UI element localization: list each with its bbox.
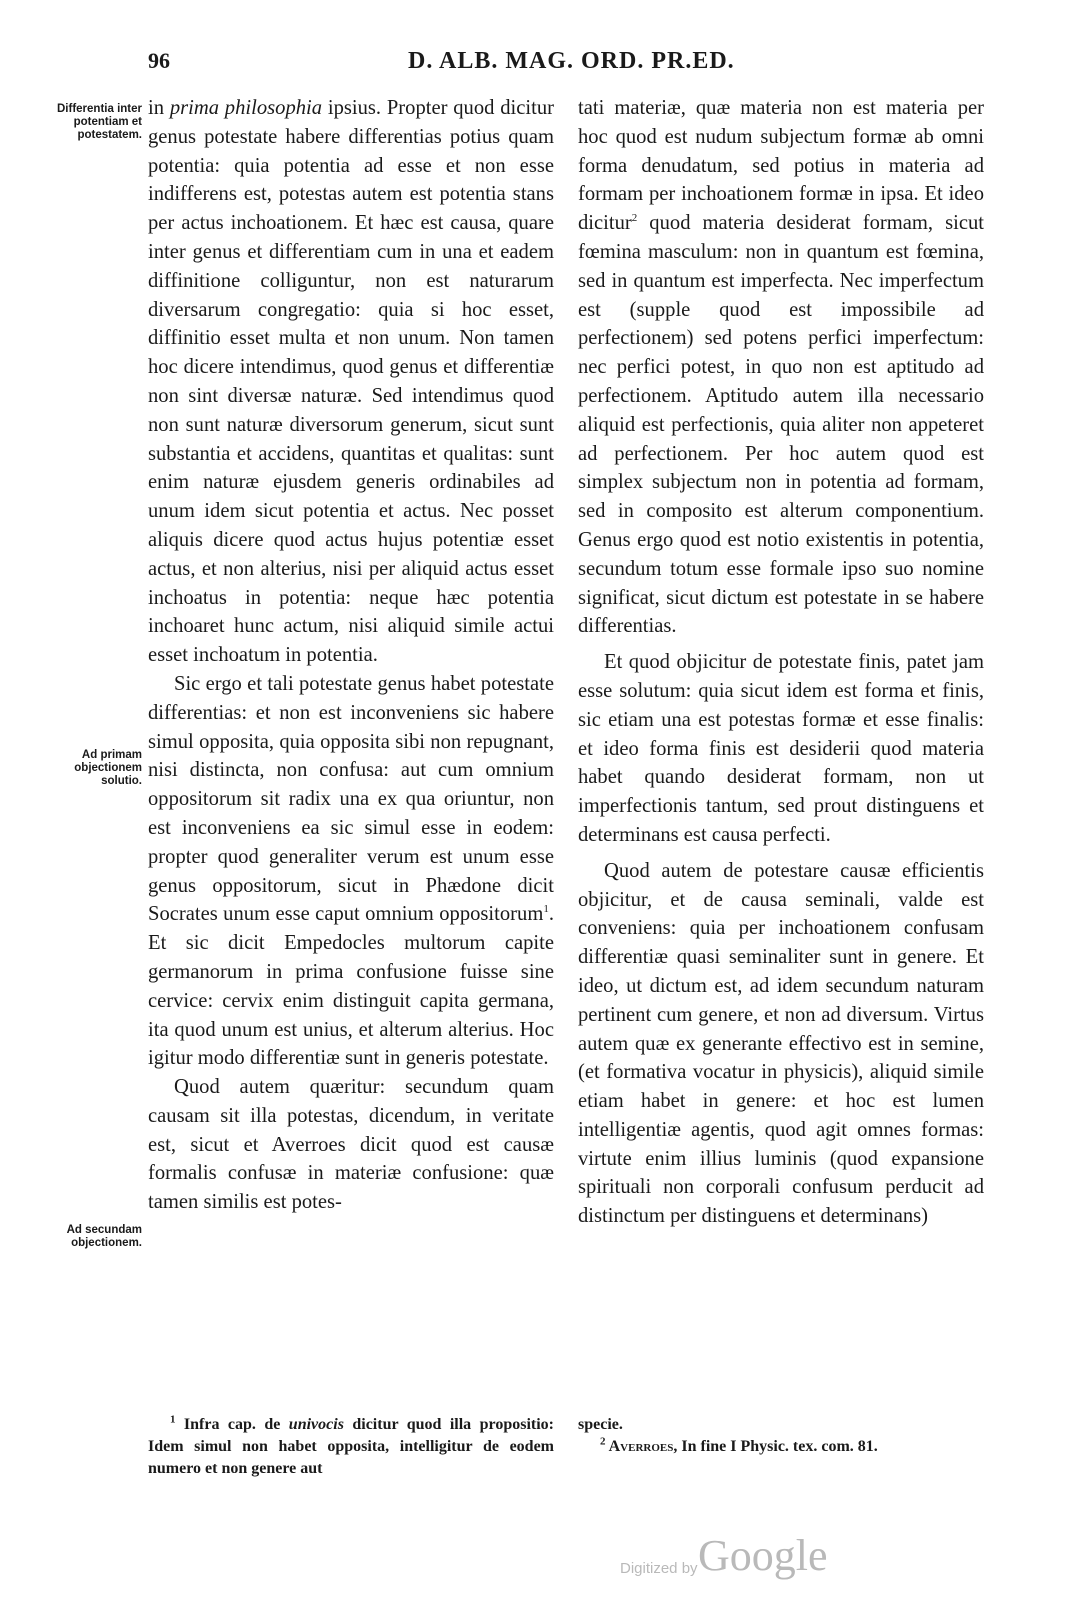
- right-column: [578, 94, 984, 1231]
- footnote-continuation: specie.: [578, 1416, 623, 1433]
- footnote-2: $^2$ Averroes, In fine I Physic. tex. com. 81.: [600, 1435, 878, 1455]
- footnote-left: [148, 1414, 554, 1480]
- footnote-1: $^1$ Infra cap. de univocis dicitur quod illa propositio: Idem simul non habet opposita, intelligitur de eodem numero et non genere aut: [148, 1413, 554, 1477]
- left-paragraph-1: in prima philosophia ipsius. Propter quod dicitur genus potestate habere differentias potius quam potentia: quia potentia ad esse et non esse indifferens est, potestas autem est potentia stans per actus inchoationem. Et hæc est causa, quare inter genus et differentiam cum in una et eadem diffinitione colliguntur, non est naturarum diversarum congregatio: quia si hoc esset, diffinitio esset multa et non unum. Non tamen hoc dicere intendimus, quod genus et differentiæ non sint diversæ naturæ. Sed intendimus quod non sunt naturæ diversorum generum, sicut sunt substantia et accidens, quantitas et qualitas: sunt enim naturæ ejusdem generis ordinabiles ad unum idem sicut potentia et actus. Nec posset aliquis dicere quod actus hujus potentiæ esset actus, et non alterius, nisi per aliquid actus esset inchoatus in potentia: neque hæc potentia inchoaret hunc actum, nisi aliquid simile actui esset inchoatum in potentia.: [148, 97, 554, 667]
- right-paragraph-3: Quod autem de potestare causæ efficientis objicitur, et de causa seminali, valde est conveniens: quia per inchoationem confusam differentiæ quasi seminaliter sunt in genere. Et ideo, ut dictum est, ad idem secundum naturam pertinent cum genere, et non ad diversum. Virtus autem quæ ex generante effectivo est in semine, (et formativa vocatur in physicis), aliquid simile etiam habet in genere: et hoc est lumen intelligentiæ agentis, quod agit omnes formas: virtute enim illius luminis (quod expansione spirituali non corporali confusum perducit ad distinctum per distinguens et determinans): [578, 859, 984, 1228]
- italic-title: prima philosophia: [169, 97, 323, 119]
- left-column: [148, 94, 554, 1217]
- margin-note-secundam-objectionem: Ad secundam objectionem.: [66, 1224, 142, 1249]
- margin-note-differentia: Differentia inter potentiam et potestatem.: [57, 103, 142, 141]
- footnote-ref-1: 1: [543, 903, 549, 916]
- right-paragraph-1: tati materiæ, quæ materia non est materia per hoc quod est nudum subjectum formæ ab omni forma denudatum, sed potius in materia ad formam per inchoationem formæ in ipsa. Et ideo dicitur$^2$ quod materia desiderat formam, sicut fœmina masculum: non in quantum est fœmina, sed in quantum est imperfecta. Nec imperfectum est (supple quod est impossibile ad perfectionem) sed potens perfici imperfectum: nec perfici potest, in quo non est aptitudo ad perfectionem. Aptitudo autem illa necessario aliquid est perfectionis, quia aliter non appeteret ad perfectionem. Per hoc autem quod est simplex subjectum non in potentia ad formam, sed in composito est alterum componentium. Genus ergo quod est notio existentis in potentia, secundum totum esse formale ipso suo nomine significat, sicut dictum est potestate in se habere differentias.: [578, 97, 984, 638]
- watermark-google-logo: Google: [698, 1531, 828, 1580]
- left-paragraph-3: Quod autem quæritur: secundum quam causam sit illa potestas, dicendum, in veritate est, sicut et Averroes dicit quod est causæ formalis confusæ in materiæ confusione: quæ tamen similis est potes-: [148, 1076, 554, 1214]
- right-paragraph-2: Et quod objicitur de potestate finis, patet jam esse solutum: quia sicut idem est forma et finis, sic etiam una est potestas formæ et esse finalis: et ideo forma finis est desiderii quod materia habet quando desiderat formam, non ut imperfectionis tantum, sed prout distinguens et determinans est causa perfecti.: [578, 651, 984, 846]
- watermark-digitized: Digitized by: [620, 1560, 698, 1577]
- page-number: 96: [148, 48, 170, 73]
- running-head: D. ALB. MAG. ORD. PR.ED.: [408, 48, 735, 74]
- footnote-ref-2: 2: [631, 212, 638, 225]
- footnote-right: [578, 1414, 984, 1458]
- margin-note-primam-objectionem: Ad primam objectionem solutio.: [74, 749, 142, 787]
- google-watermark: [620, 1530, 840, 1590]
- page-header: [0, 48, 1083, 82]
- left-paragraph-2: Sic ergo et tali potestate genus habet potestate differentias: et non est inconveniens sic habere simul opposita, quia opposita sibi non repugnant, nisi distincta, non confusa: aut cum omnium oppositorum sit radix una ex qua oriuntur, non est inconveniens ea sic simul esse in eodem: propter quod generaliter verum est unum esse genus oppositorum, sicut in Phædone dicit Socrates unum esse caput omnium oppositorum$^1$. Et sic dicit Empedocles multorum capite germanorum in prima confusione fuisse sine cervice: cervix enim distinguit capita germana, ita quod unum est unius, et alterum alterius. Hoc igitur modo differentiæ sunt in generis potestate.: [148, 672, 554, 1070]
